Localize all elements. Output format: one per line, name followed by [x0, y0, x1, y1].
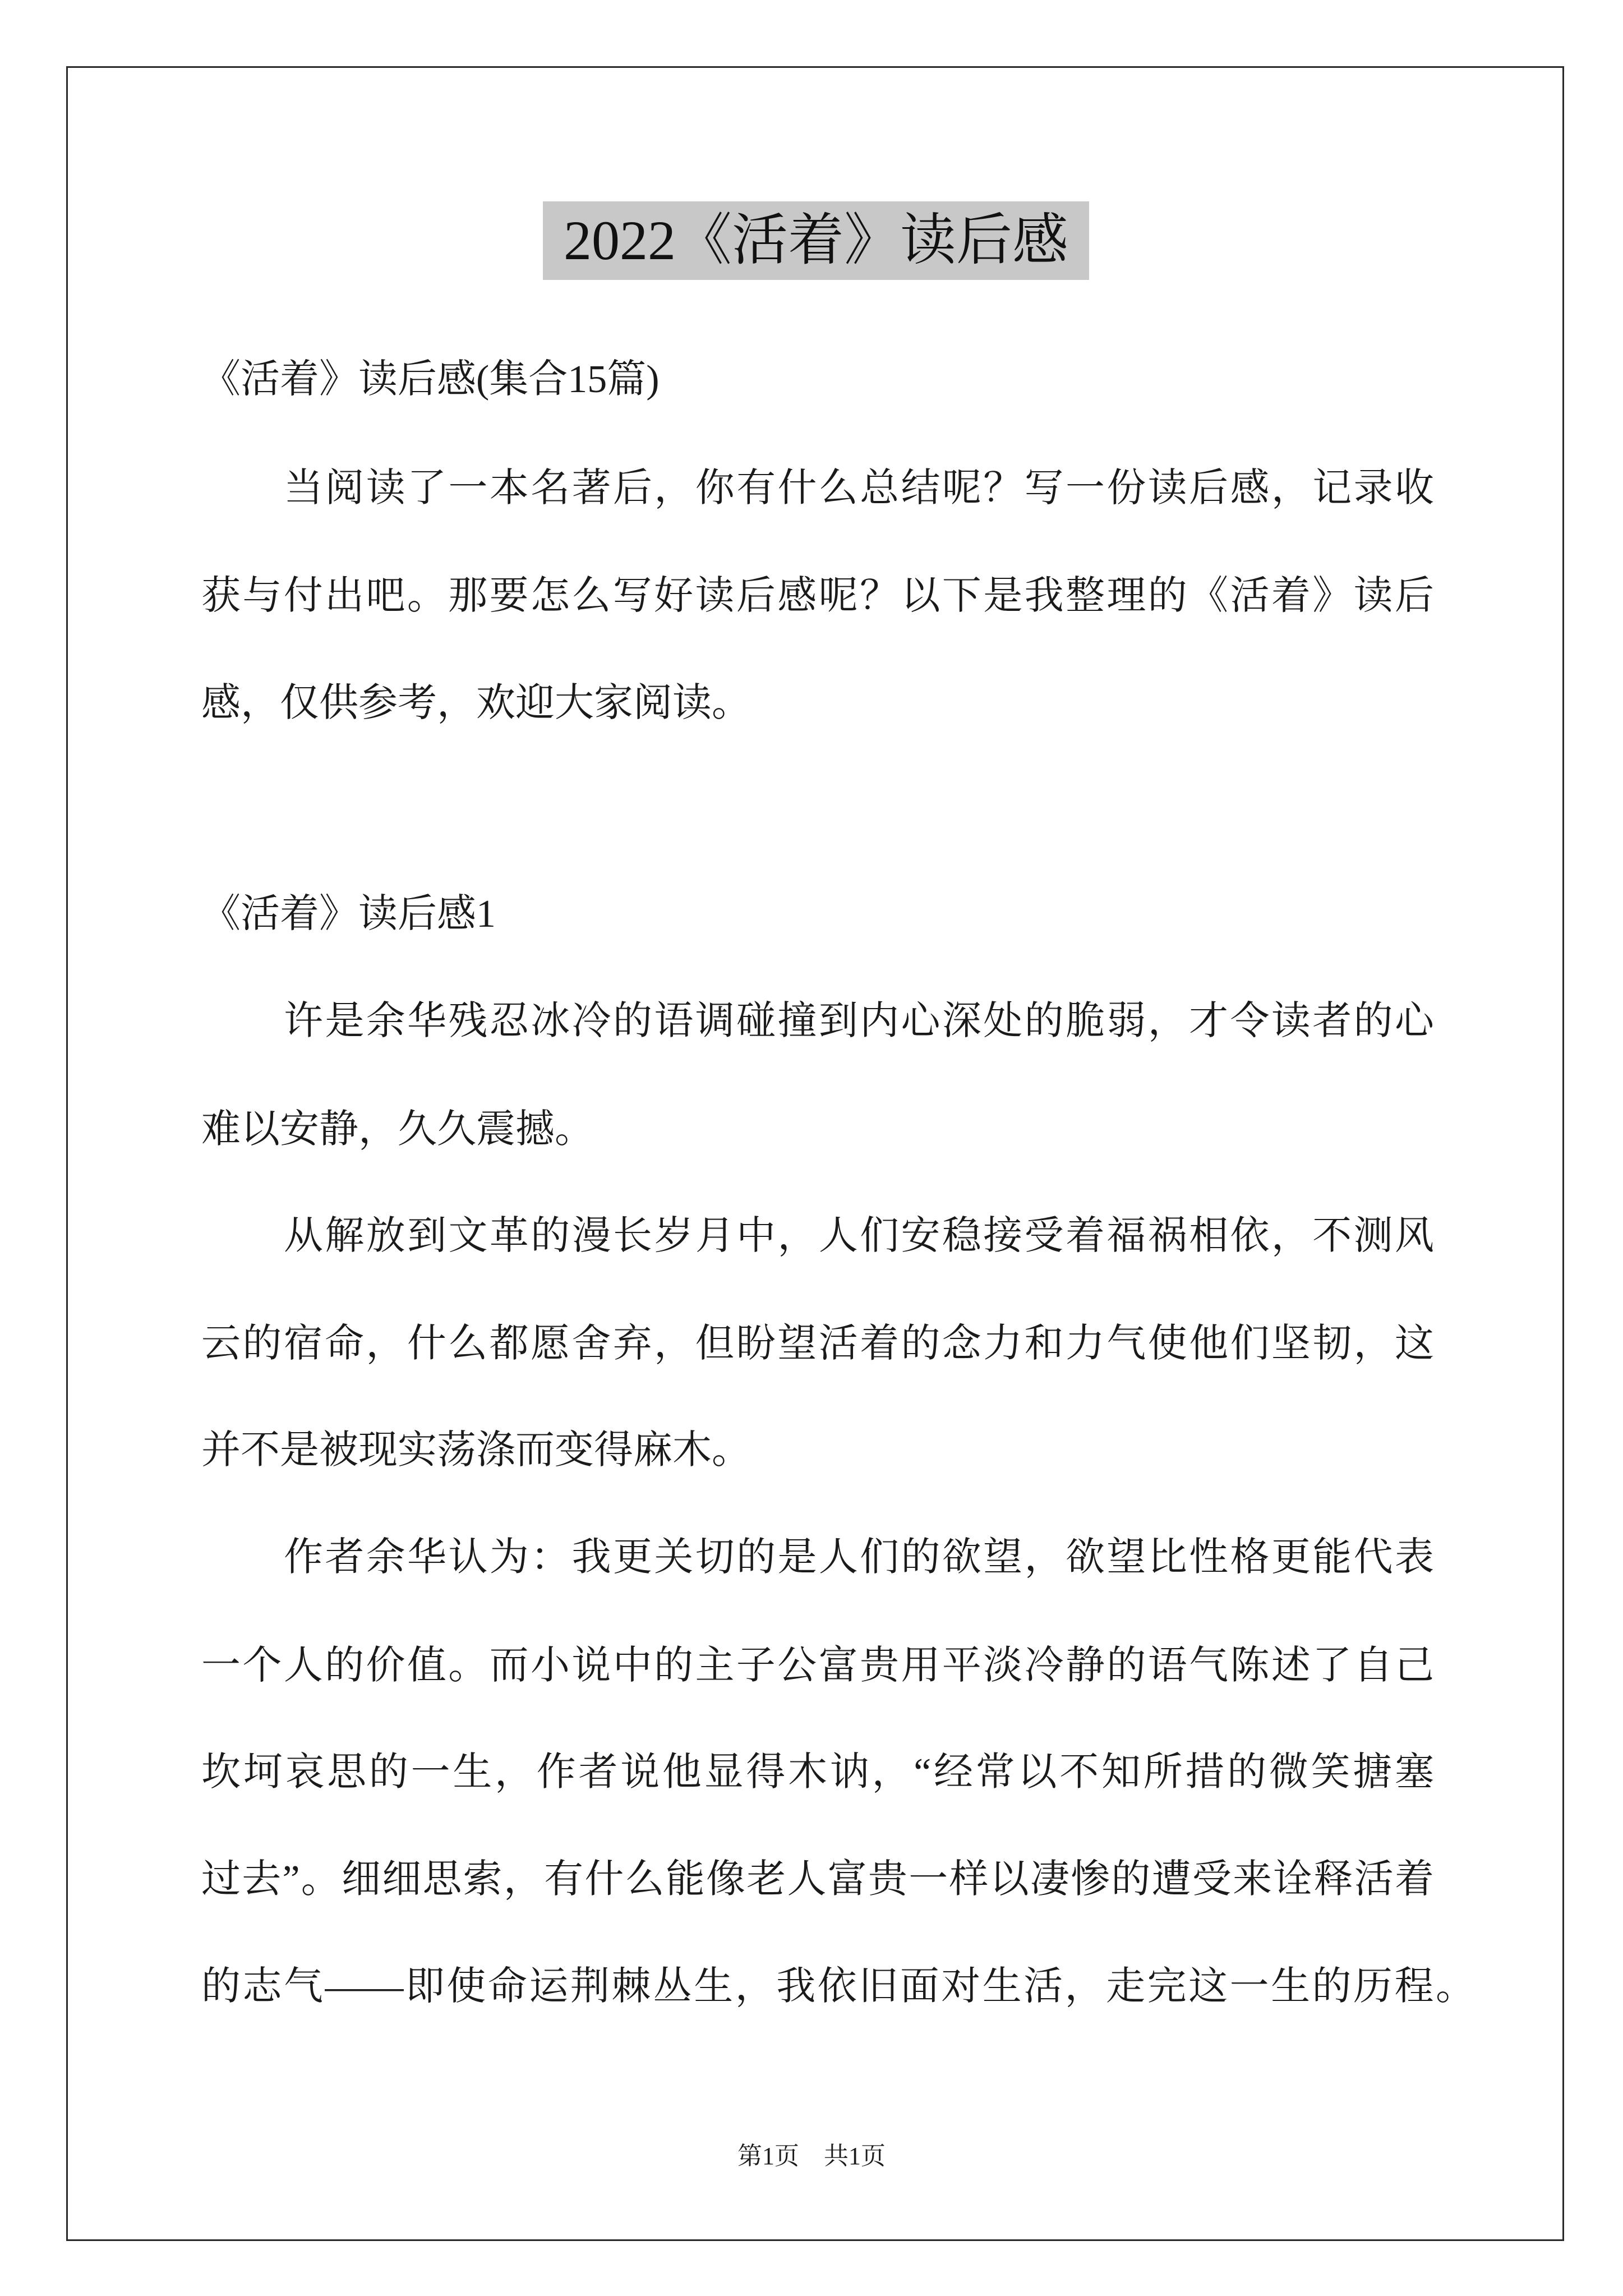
section-heading: 《活着》读后感1 — [201, 892, 496, 936]
paragraph-line: 过去”。细细思索，有什么能像老人富贵一样以凄惨的遭受来诠释活着 — [201, 1858, 1434, 1901]
page-footer — [0, 2139, 1623, 2173]
paragraph-line: 作者余华认为：我更关切的是人们的欲望，欲望比性格更能代表 — [284, 1536, 1434, 1579]
paragraph-line: 获与付出吧。那要怎么写好读后感呢？以下是我整理的《活着》读后 — [201, 574, 1434, 618]
paragraph-line: 一个人的价值。而小说中的主子公富贵用平淡冷静的语气陈述了自己 — [201, 1644, 1434, 1687]
document-title: 2022《活着》读后感 — [543, 201, 1089, 280]
paragraph-line: 许是余华残忍冰冷的语调碰撞到内心深处的脆弱，才令读者的心 — [284, 1000, 1434, 1043]
paragraph-line: 当阅读了一本名著后，你有什么总结呢？写一份读后感，记录收 — [284, 467, 1434, 510]
page-number: 第1页 — [737, 2142, 799, 2170]
document-subtitle: 《活着》读后感(集合15篇) — [201, 358, 660, 401]
paragraph-line: 坎坷哀思的一生，作者说他显得木讷，“经常以不知所措的微笑搪塞 — [201, 1751, 1434, 1794]
paragraph-line: 从解放到文革的漫长岁月中，人们安稳接受着福祸相依，不测风 — [284, 1214, 1434, 1258]
paragraph-line: 感，仅供参考，欢迎大家阅读。 — [201, 682, 751, 725]
paragraph-line: 云的宿命，什么都愿舍弃，但盼望活着的念力和力气使他们坚韧，这 — [201, 1322, 1434, 1365]
paragraph-line: 的志气——即使命运荆棘丛生，我依旧面对生活，走完这一生的历程。 — [201, 1965, 1475, 2008]
paragraph-line: 难以安静，久久震撼。 — [201, 1108, 594, 1151]
paragraph-line: 并不是被现实荡涤而变得麻木。 — [201, 1429, 751, 1472]
page-total: 共1页 — [824, 2142, 886, 2170]
